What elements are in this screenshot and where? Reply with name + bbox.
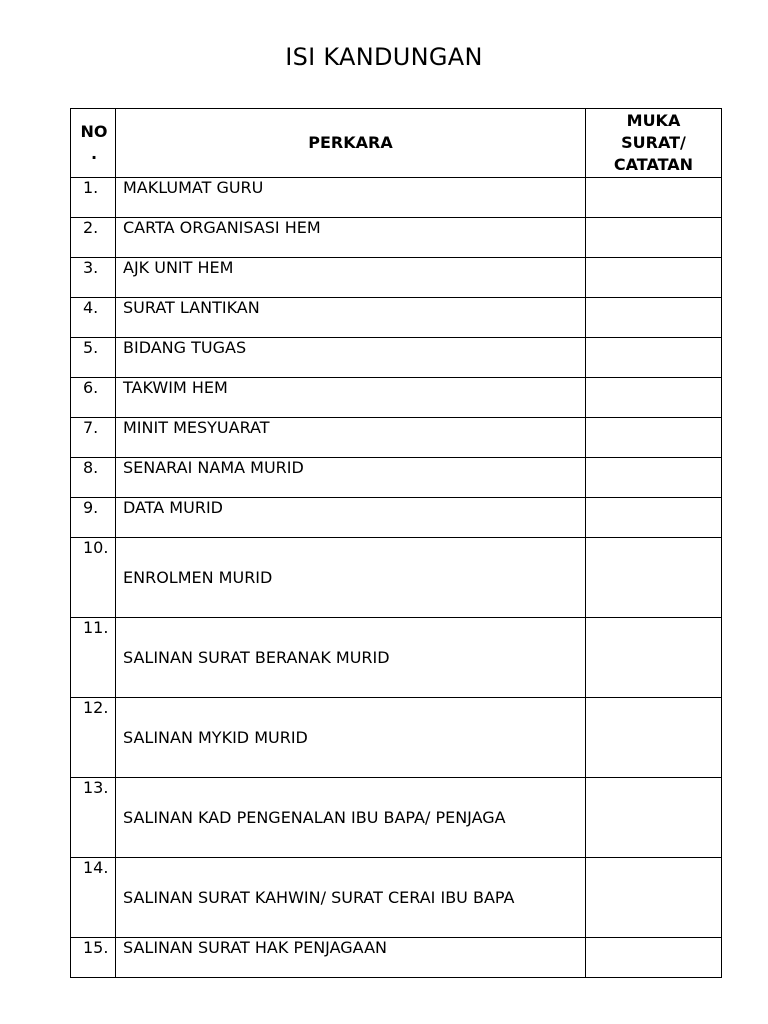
row-item: SURAT LANTIKAN — [116, 298, 586, 338]
row-number: 11. — [71, 618, 116, 698]
table-row — [71, 298, 722, 338]
table-row — [71, 698, 722, 778]
row-item: BIDANG TUGAS — [116, 338, 586, 378]
row-item: MINIT MESYUARAT — [116, 418, 586, 458]
table-row — [71, 258, 722, 298]
row-item: SENARAI NAMA MURID — [116, 458, 586, 498]
document-title: ISI KANDUNGAN — [285, 43, 483, 71]
header-no — [71, 109, 116, 178]
table-row — [71, 778, 722, 858]
row-page-notes — [586, 778, 722, 858]
table-row — [71, 858, 722, 938]
row-item: CARTA ORGANISASI HEM — [116, 218, 586, 258]
row-number: 8. — [71, 458, 116, 498]
row-item: AJK UNIT HEM — [116, 258, 586, 298]
row-number: 3. — [71, 258, 116, 298]
row-page-notes — [586, 258, 722, 298]
row-page-notes — [586, 178, 722, 218]
row-item: SALINAN KAD PENGENALAN IBU BAPA/ PENJAGA — [116, 778, 586, 858]
table-header-row — [71, 109, 722, 178]
table-row — [71, 378, 722, 418]
row-number: 1. — [71, 178, 116, 218]
contents-table — [70, 108, 722, 978]
row-number: 4. — [71, 298, 116, 338]
row-page-notes — [586, 418, 722, 458]
row-number: 6. — [71, 378, 116, 418]
row-page-notes — [586, 378, 722, 418]
row-page-notes — [586, 618, 722, 698]
row-page-notes — [586, 338, 722, 378]
table-row — [71, 938, 722, 978]
header-page-notes-label: MUKA SURAT/ CATATAN — [613, 111, 694, 174]
table-row — [71, 218, 722, 258]
row-item: MAKLUMAT GURU — [116, 178, 586, 218]
table-row — [71, 538, 722, 618]
row-number: 7. — [71, 418, 116, 458]
table-row — [71, 338, 722, 378]
row-number: 13. — [71, 778, 116, 858]
row-number: 10. — [71, 538, 116, 618]
row-page-notes — [586, 538, 722, 618]
table-row — [71, 618, 722, 698]
row-page-notes — [586, 498, 722, 538]
table-row — [71, 458, 722, 498]
row-item: DATA MURID — [116, 498, 586, 538]
row-page-notes — [586, 698, 722, 778]
row-number: 15. — [71, 938, 116, 978]
row-item: SALINAN SURAT HAK PENJAGAAN — [116, 938, 586, 978]
row-page-notes — [586, 858, 722, 938]
row-item: TAKWIM HEM — [116, 378, 586, 418]
row-number: 5. — [71, 338, 116, 378]
row-page-notes — [586, 298, 722, 338]
header-no-label: NO . — [80, 122, 108, 163]
table-row — [71, 178, 722, 218]
row-number: 2. — [71, 218, 116, 258]
header-page-notes — [586, 109, 722, 178]
table-row — [71, 498, 722, 538]
header-perkara: PERKARA — [116, 109, 586, 178]
row-item: SALINAN MYKID MURID — [116, 698, 586, 778]
row-page-notes — [586, 458, 722, 498]
row-item: ENROLMEN MURID — [116, 538, 586, 618]
row-number: 14. — [71, 858, 116, 938]
row-item: SALINAN SURAT KAHWIN/ SURAT CERAI IBU BAPA — [116, 858, 586, 938]
row-page-notes — [586, 218, 722, 258]
row-number: 12. — [71, 698, 116, 778]
row-number: 9. — [71, 498, 116, 538]
row-item: SALINAN SURAT BERANAK MURID — [116, 618, 586, 698]
row-page-notes — [586, 938, 722, 978]
table-row — [71, 418, 722, 458]
